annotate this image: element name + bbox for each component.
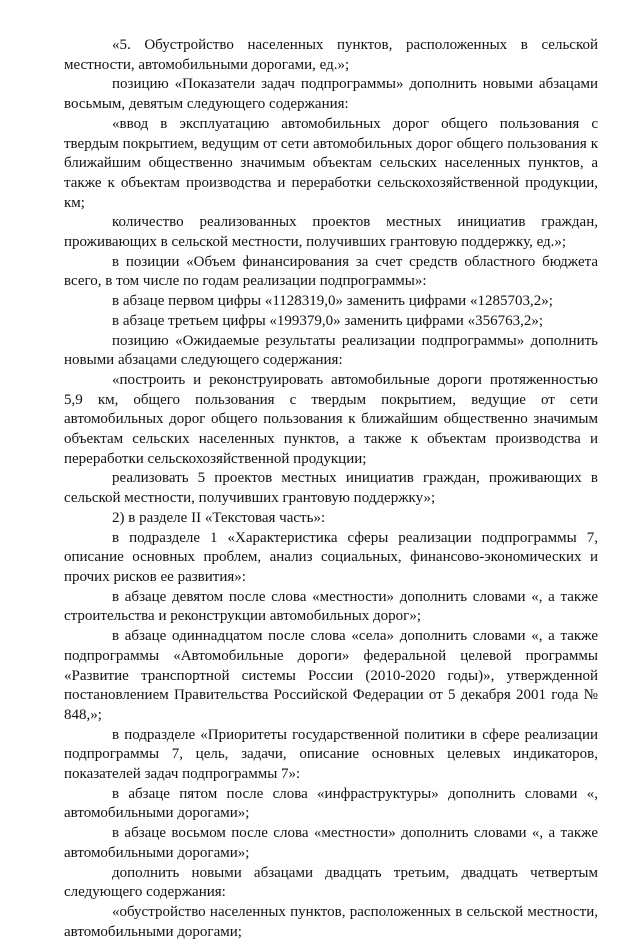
- paragraph-7: в абзаце третьем цифры «199379,0» заменить цифрами «356763,2»;: [112, 312, 543, 329]
- paragraph-6: в абзаце первом цифры «1128319,0» заменить цифрами «1285703,2»;: [112, 293, 553, 310]
- paragraph-13: в абзаце девятом после слова «местности» дополнить словами «, а также строительства и реконструкции автомобильных дорог»;: [64, 588, 598, 625]
- paragraph-16: в абзаце пятом после слова «инфраструктуры» дополнить словами «, автомобильными дорогами»;: [64, 785, 598, 822]
- paragraph-3: «ввод в эксплуатацию автомобильных дорог общего пользования с твердым покрытием, ведущим от сети автомобильных дорог общего пользования к ближайшим общественно значимым объектам сельских населенных пунктов, а также к объектам производства и переработки сельскохозяйственной продукции, км;: [64, 115, 598, 211]
- paragraph-1: «5. Обустройство населенных пунктов, расположенных в сельской местности, автомобильными дорогами, ед.»;: [64, 37, 598, 73]
- paragraph-4: количество реализованных проектов местных инициатив граждан, проживающих в сельской местности, получивших грантовую поддержку, ед.»;: [64, 214, 598, 251]
- paragraph-19: «обустройство населенных пунктов, расположенных в сельской местности, автомобильными дорогами;: [64, 903, 598, 940]
- paragraph-9: «построить и реконструировать автомобильные дороги протяженностью 5,9 км, общего пользования с твердым покрытием, ведущие от сети автомобильных дорог общего пользования к ближайшим общественно значимым объектам сельских населенных пунктов, а также к объектам производства и переработки сельскохозяйственной продукции;: [64, 371, 598, 467]
- paragraph-10: реализовать 5 проектов местных инициатив граждан, проживающих в сельской местности, получивших грантовую поддержку»;: [64, 470, 598, 507]
- paragraph-15: в подразделе «Приоритеты государственной политики в сфере реализации подпрограммы 7, цель, задачи, описание основных целевых индикаторов, показателей задач подпрограммы 7»:: [64, 726, 598, 783]
- paragraph-12: в подразделе 1 «Характеристика сферы реализации подпрограммы 7, описание основных проблем, анализ социальных, финансово-экономических и прочих рисков ее развития»:: [64, 529, 598, 585]
- paragraph-17: в абзаце восьмом после слова «местности» дополнить словами «, а также автомобильными дорогами»;: [64, 825, 598, 861]
- paragraph-18: дополнить новыми абзацами двадцать третьим, двадцать четвертым следующего содержания:: [64, 864, 598, 901]
- paragraph-11: 2) в разделе II «Текстовая часть»:: [112, 509, 326, 526]
- paragraph-14: в абзаце одиннадцатом после слова «села» дополнить словами «, а также подпрограммы «Автомобильные дороги» федеральной целевой программы «Развитие транспортной системы России (2010-2020 годы)», утвержденной постановлением Правительства Российской Федерации от 5 декабря 2001 года № 848,»;: [64, 628, 598, 723]
- paragraph-5: в позиции «Объем финансирования за счет средств областного бюджета всего, в том числе по годам реализации подпрограммы»:: [64, 253, 598, 290]
- paragraph-2: позицию «Показатели задач подпрограммы» дополнить новыми абзацами восьмым, девятым следующего содержания:: [64, 76, 598, 113]
- paragraph-8: позицию «Ожидаемые результаты реализации подпрограммы» дополнить новыми абзацами следующего содержания:: [64, 332, 598, 369]
